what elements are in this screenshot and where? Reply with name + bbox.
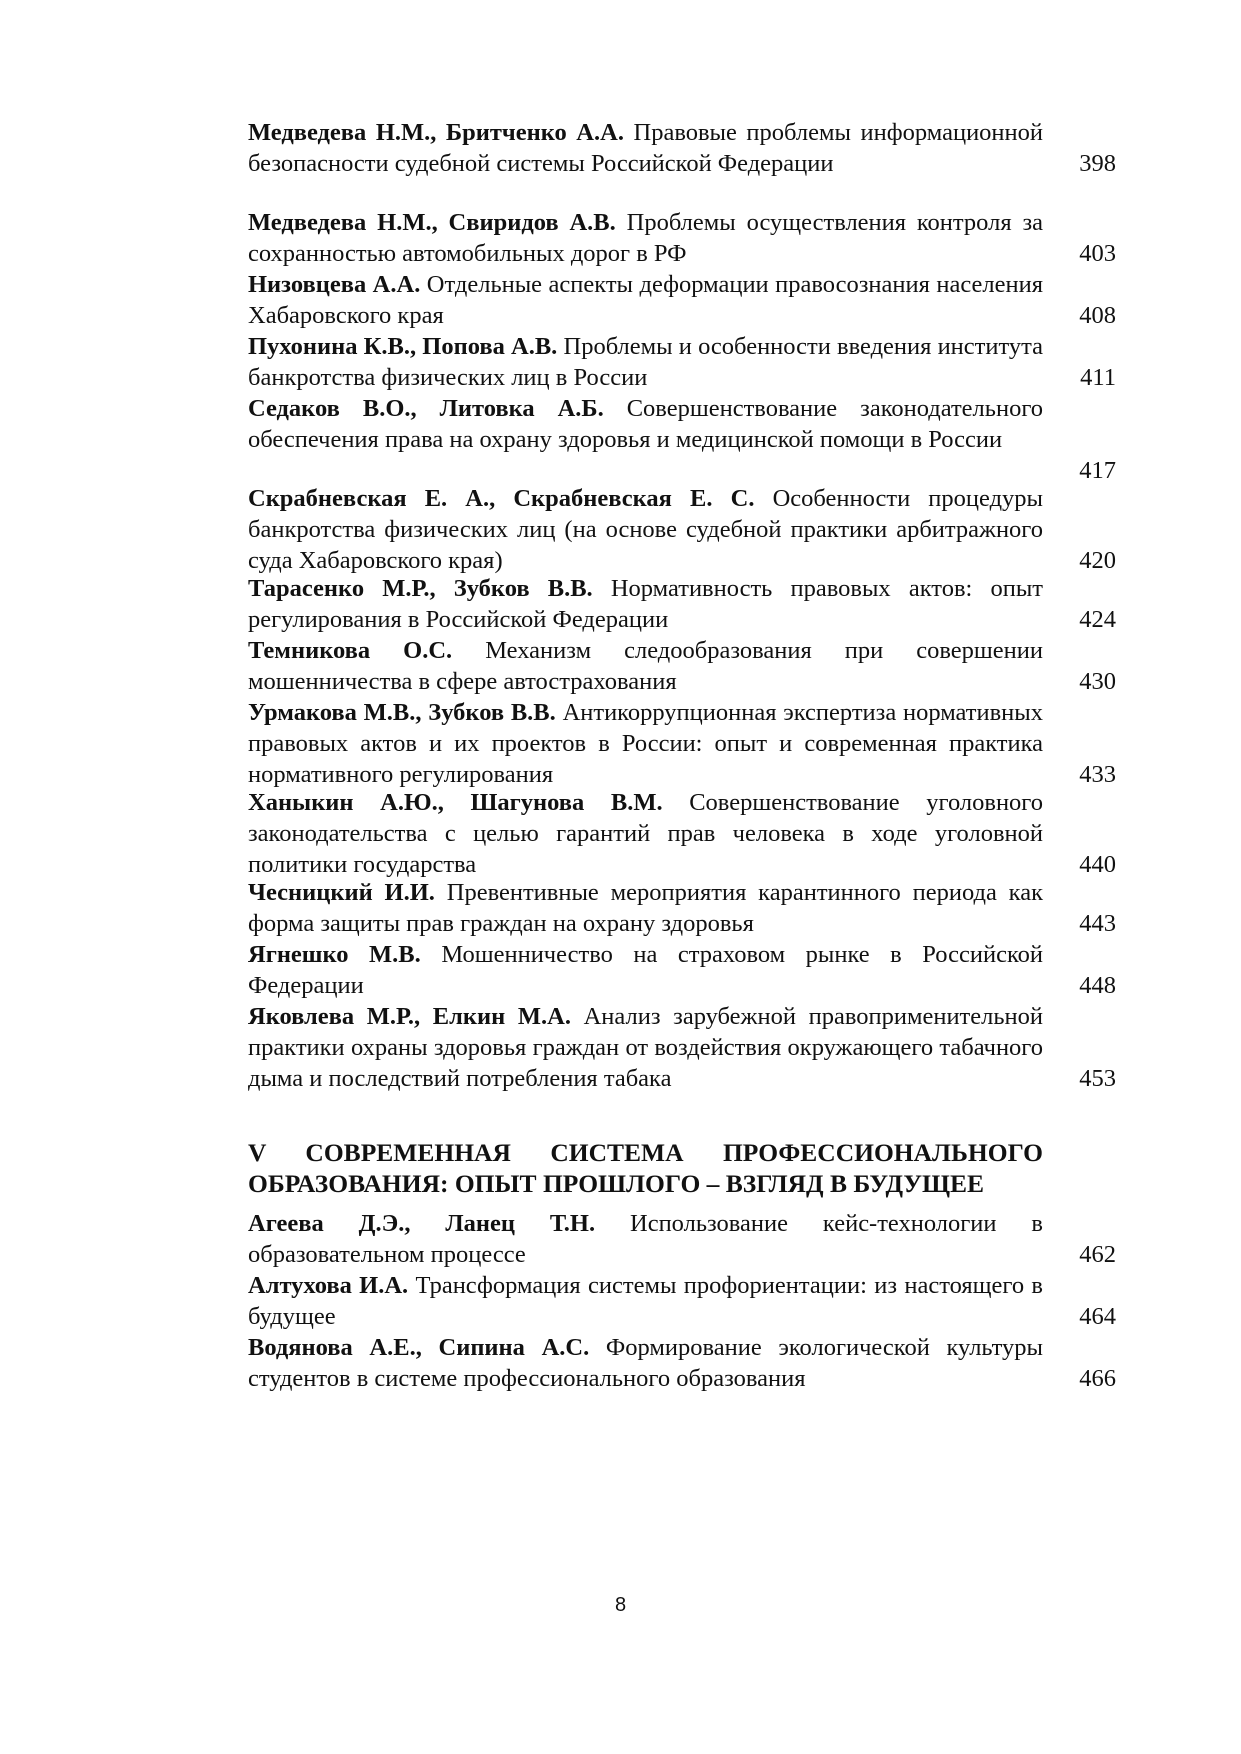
- toc-entry: [248, 697, 1116, 790]
- toc-entry-page: 398: [1079, 150, 1116, 177]
- toc-entry-authors: Ягнешко М.В.: [248, 941, 421, 968]
- toc-entry: [248, 939, 1116, 1001]
- page-number: 8: [614, 1594, 627, 1616]
- toc-entry-authors: Алтухова И.А.: [248, 1272, 409, 1299]
- toc-entry: [248, 331, 1116, 393]
- toc-entry-authors: Тарасенко М.Р., Зубков В.В.: [248, 575, 593, 602]
- toc-entry-text: [248, 877, 1043, 939]
- toc-entry-page: 466: [1079, 1365, 1116, 1392]
- toc-entry-authors: Низовцева А.А.: [248, 271, 421, 298]
- toc-entry-authors: Седаков В.О., Литовка А.Б.: [248, 395, 604, 422]
- toc-entry-title: Проблемы и особенности введения института банкротства физических лиц в России: [248, 333, 1044, 391]
- toc-entry-authors: Яковлева М.Р., Елкин М.А.: [248, 1003, 571, 1030]
- toc-entry: [248, 787, 1116, 880]
- toc-entry: [248, 1208, 1116, 1270]
- section-heading: V СОВРЕМЕННАЯ СИСТЕМА ПРОФЕССИОНАЛЬНОГО ОБРАЗОВАНИЯ: ОПЫТ ПРОШЛОГО – ВЗГЛЯД В БУДУЩЕЕ: [248, 1138, 1043, 1198]
- toc-entry-title: Превентивные мероприятия карантинного периода как форма защиты прав граждан на охрану здоровья: [248, 879, 1043, 937]
- toc-entry-page: 417: [1079, 457, 1116, 484]
- toc-entry-text: [248, 331, 1043, 393]
- toc-entry-text: [248, 787, 1043, 880]
- toc-entry-authors: Медведева Н.М., Свиридов А.В.: [248, 209, 616, 236]
- toc-entry-authors: Агеева Д.Э., Ланец Т.Н.: [248, 1210, 596, 1237]
- toc-entry: [248, 1001, 1116, 1094]
- toc-entry-title: Отдельные аспекты деформации правосознания населения Хабаровского края: [248, 271, 1043, 329]
- toc-entry-authors: Урмакова М.В., Зубков В.В.: [248, 699, 556, 726]
- toc-entry-page: 430: [1079, 668, 1116, 695]
- toc-entry-page: 411: [1080, 364, 1116, 391]
- toc-entry-authors: Темникова О.С.: [248, 637, 453, 664]
- toc-entry-title: Проблемы осуществления контроля за сохранностью автомобильных дорог в РФ: [248, 209, 1044, 267]
- toc-entry-page: 420: [1079, 547, 1116, 574]
- toc-entry: [248, 877, 1116, 939]
- toc-entry-text: [248, 573, 1043, 635]
- toc-entry-page: 448: [1079, 972, 1116, 999]
- toc-entry-title: Использование кейс-технологии в образовательном процессе: [248, 1210, 1043, 1268]
- toc-entry: [248, 1270, 1116, 1332]
- toc-entry: [248, 1332, 1116, 1394]
- toc-entry-text: [248, 1332, 1043, 1394]
- toc-entry-text: [248, 1270, 1043, 1332]
- toc-entry: [248, 635, 1116, 697]
- toc-entry-title: Антикоррупционная экспертиза нормативных правовых актов и их проектов в России: опыт и современная практика нормативного регулирования: [248, 699, 1044, 788]
- toc-entry-title: Формирование экологической культуры студентов в системе профессионального образования: [248, 1334, 1044, 1392]
- toc-entry-text: [248, 1208, 1043, 1270]
- toc-entry-text: [248, 697, 1043, 790]
- toc-entry-page: 433: [1079, 761, 1116, 788]
- toc-entry: [248, 207, 1116, 269]
- toc-entry-text: [248, 939, 1043, 1001]
- toc-entry: [248, 573, 1116, 635]
- toc-entry: [248, 393, 1116, 486]
- toc-entry-authors: Ханыкин А.Ю., Шагунова В.М.: [248, 789, 663, 816]
- toc-entry-title: Правовые проблемы информационной безопасности судебной системы Российской Федерации: [248, 119, 1044, 177]
- toc-entry-title: Трансформация системы профориентации: из настоящего в будущее: [248, 1272, 1043, 1330]
- toc-entry-authors: Пухонина К.В., Попова А.В.: [248, 333, 558, 360]
- toc-entry-authors: Скрабневская Е. А., Скрабневская Е. С.: [248, 485, 755, 512]
- toc-entry-page: 453: [1079, 1065, 1116, 1092]
- toc-entry-title: Мошенничество на страховом рынке в Российской Федерации: [248, 941, 1043, 999]
- toc-entry-authors: Водянова А.Е., Сипина А.С.: [248, 1334, 590, 1361]
- toc-entry-text: [248, 117, 1043, 179]
- toc-entry-page: 462: [1079, 1241, 1116, 1268]
- toc-entry-authors: Чесницкий И.И.: [248, 879, 435, 906]
- toc-entry-page: 440: [1079, 851, 1116, 878]
- toc-entry: [248, 483, 1116, 576]
- toc-entry-authors: Медведева Н.М., Бритченко А.А.: [248, 119, 624, 146]
- toc-entry-title: Совершенствование уголовного законодательства с целью гарантий прав человека в ходе уголовной политики государства: [248, 789, 1043, 878]
- toc-entry-page: 408: [1079, 302, 1116, 329]
- toc-entry-page: 443: [1079, 910, 1116, 937]
- toc-entry-page: 403: [1079, 240, 1116, 267]
- toc-entry: [248, 117, 1116, 179]
- toc-entry: [248, 269, 1116, 331]
- toc-entry-title: Анализ зарубежной правоприменительной практики охраны здоровья граждан от воздействия окружающего табачного дыма и последствий потребления табака: [248, 1003, 1044, 1092]
- toc-entry-title: Особенности процедуры банкротства физических лиц (на основе судебной практики арбитражного суда Хабаровского края): [248, 485, 1044, 574]
- toc-entry-text: [248, 483, 1043, 576]
- toc-entry-title: Совершенствование законодательного обеспечения права на охрану здоровья и медицинской помощи в России: [248, 395, 1044, 453]
- toc-entry-page: 424: [1079, 606, 1116, 633]
- toc-entry-title: Механизм следообразования при совершении мошенничества в сфере автострахования: [248, 637, 1043, 695]
- toc-entry-text: [248, 207, 1043, 269]
- toc-entry-text: [248, 1001, 1043, 1094]
- toc-entry-text: [248, 269, 1043, 331]
- toc-entry-text: [248, 393, 1043, 455]
- toc-entry-title: Нормативность правовых актов: опыт регулирования в Российской Федерации: [248, 575, 1044, 633]
- toc-entry-page: 464: [1079, 1303, 1116, 1330]
- toc-entry-text: [248, 635, 1043, 697]
